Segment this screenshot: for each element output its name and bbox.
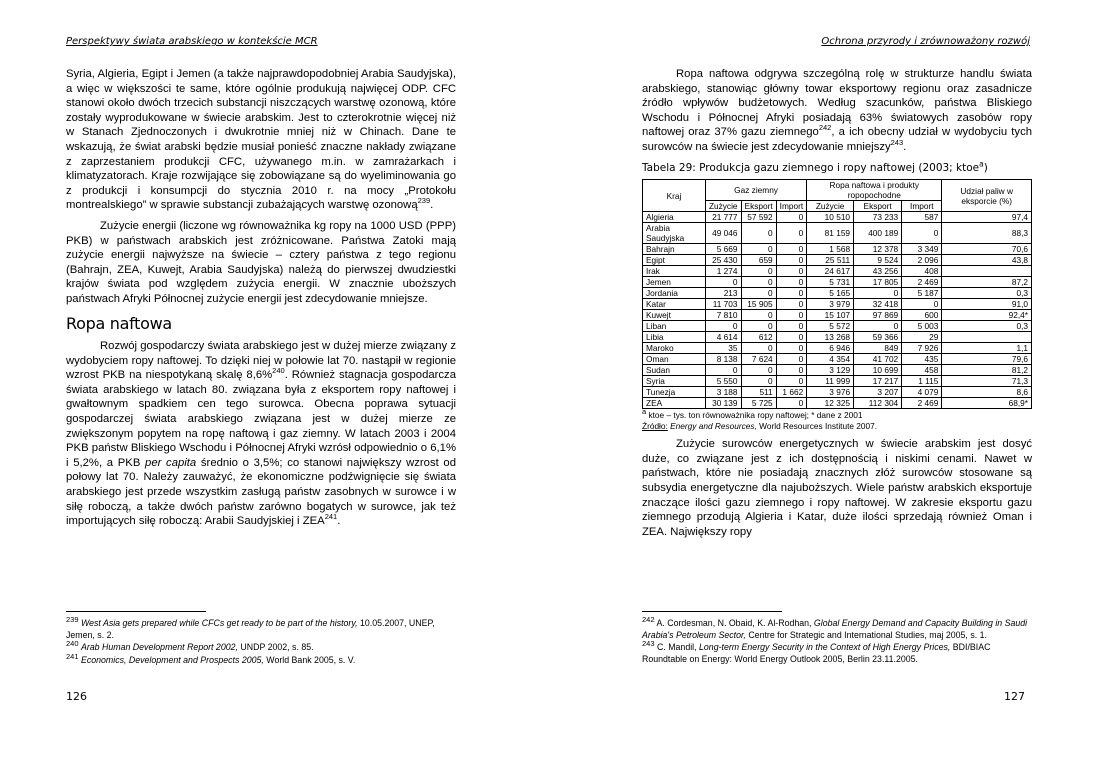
- paragraph: Zużycie energii (liczone wg równoważnika kg ropy na 1000 USD (PPP) PKB) w państwach arabskich jest zróżnicowane. Państwa Zatoki mają zużycie energii najwyższe na świecie – cztery państwa z tego regionu (Bahrajn, ZEA, Kuwejt, Arabia Saudyjska) należą do pierwszej dwudziestki krajów świata pod względem zużycia energii. W znacznie uboższych państwach Afryki Północnej zużycie energii jest zdecydowanie mniejsze.: [66, 219, 456, 305]
- country-cell: Katar: [643, 299, 706, 310]
- value-cell: 612: [741, 332, 776, 343]
- footnote-text: BDI/BIAC Roundtable on Energy: World Energy Outlook 2005, Berlin 23.11.2005.: [642, 642, 991, 664]
- value-cell: 112 304: [854, 398, 902, 409]
- value-cell: 0: [776, 299, 807, 310]
- value-cell: 30 139: [705, 398, 741, 409]
- footnote-number: 241: [66, 651, 79, 661]
- value-cell: 1,1: [942, 343, 1032, 354]
- value-cell: 0: [776, 212, 807, 223]
- country-cell: Egipt: [643, 255, 706, 266]
- paragraph-text: Ropa naftowa odgrywa szczególną rolę w strukturze handlu świata arabskiego, stanowiąc główny towar eksportowy regionu oraz zasadnicze źródło wpływów budżetowych. Według szacunków, państwa Bliskiego Wschodu i Północnej Afryki posiadają 63% światowych zasobów ropy naftowej oraz 37% gazu ziemnego: [642, 68, 1032, 139]
- value-cell: 0: [776, 376, 807, 387]
- footnote-title: West Asia gets prepared while CFCs get ready to be part of the history,: [80, 618, 358, 628]
- country-cell: Bahrajn: [643, 244, 706, 255]
- value-cell: 5 165: [807, 288, 854, 299]
- value-cell: 0: [776, 343, 807, 354]
- value-cell: 0: [776, 288, 807, 299]
- value-cell: 0: [776, 277, 807, 288]
- value-cell: 0: [741, 288, 776, 299]
- value-cell: 213: [705, 288, 741, 299]
- footnote-number: 243: [642, 639, 655, 649]
- source-label: Źródło:: [642, 420, 668, 431]
- table-row: [643, 398, 1032, 409]
- value-cell: 5 731: [807, 277, 854, 288]
- value-cell: 57 592: [741, 212, 776, 223]
- footnote-title: Economics, Development and Prospects 2005,: [80, 654, 264, 665]
- value-cell: 8,6: [942, 387, 1032, 398]
- table-row: [643, 223, 1032, 244]
- value-cell: 2 469: [902, 398, 942, 409]
- value-cell: 49 046: [705, 223, 741, 244]
- value-cell: 1 115: [902, 376, 942, 387]
- value-cell: 87,2: [942, 277, 1032, 288]
- value-cell: 0: [776, 223, 807, 244]
- table-row: [643, 266, 1032, 277]
- footnote-ref[interactable]: 241: [324, 512, 338, 522]
- paragraph: Rozwój gospodarczy świata arabskiego jest w dużej mierze związany z wydobyciem ropy naftowej. To dzięki niej w połowie lat 70. nastąpił w regionie wzrost PKB na niespotykaną skalę 8,6%$^{240}$. Również stagnacja gospodarcza świata arabskiego w latach 80. związana była z eksportem ropy naftowej i gwałtownym spadkiem cen tego surowca. Obecna poprawa sytuacji gospodarczej świata arabskiego związana jest w dużej mierze ze zwiększonym popytem na ropę naftową i gaz ziemny. W latach 2003 i 2004 PKB państw Bliskiego Wschodu i Północnej Afryki wzrósł odpowiednio o 6,1% i 5,2%, a PKB per capita średnio o 3,5%; co stanowi największy wzrost od połowy lat 70. Należy zauważyć, że ekonomiczne podźwignięcie się świata arabskiego jest przede wszystkim zasługą państw zasobnych w surowce i w siłę roboczą, a także dwóch państw zarówno bogatych w surowce, jak też importujących siłę roboczą: Arabii Saudyjskiej i ZEA$^{241}$.: [66, 340, 457, 528]
- value-cell: 0: [776, 255, 807, 266]
- left-body: [66, 67, 456, 535]
- value-cell: 0: [741, 277, 776, 288]
- country-cell: Algieria: [643, 212, 706, 223]
- value-cell: 0: [776, 332, 807, 343]
- table-row: [643, 244, 1032, 255]
- value-cell: 5 187: [902, 288, 942, 299]
- value-cell: 458: [902, 365, 942, 376]
- value-cell: 0: [705, 365, 741, 376]
- value-cell: 59 366: [854, 332, 902, 343]
- value-cell: [942, 332, 1032, 343]
- value-cell: 97,4: [942, 212, 1032, 223]
- value-cell: 3 976: [807, 387, 854, 398]
- value-cell: 92,4*: [942, 310, 1032, 321]
- footnote-ref[interactable]: 240: [272, 366, 285, 376]
- value-cell: 17 805: [854, 277, 902, 288]
- value-cell: 32 418: [854, 299, 902, 310]
- footnote-ref[interactable]: 242: [818, 123, 832, 133]
- value-cell: 0: [741, 310, 776, 321]
- gas-oil-table: [642, 179, 1032, 409]
- right-body: [642, 67, 1032, 545]
- value-cell: 10 699: [854, 365, 902, 376]
- value-cell: 79,6: [942, 354, 1032, 365]
- value-cell: 15 905: [741, 299, 776, 310]
- value-cell: 5 725: [741, 398, 776, 409]
- header-gas: Gaz ziemny: [705, 180, 806, 201]
- table-row: [643, 365, 1032, 376]
- value-cell: 15 107: [807, 310, 854, 321]
- footnote-ref[interactable]: 239: [417, 196, 431, 206]
- table-row: [643, 343, 1032, 354]
- caption-text: ): [983, 161, 988, 174]
- value-cell: 17 217: [854, 376, 902, 387]
- value-cell: 13 268: [807, 332, 854, 343]
- country-cell: Kuwejt: [643, 310, 706, 321]
- value-cell: 3 979: [807, 299, 854, 310]
- page-number-right: 127: [1004, 690, 1025, 703]
- value-cell: 0: [776, 310, 807, 321]
- note-text: ktoe – tys. ton równoważnika ropy naftowej; * dane z 2001: [646, 410, 863, 421]
- value-cell: 7 926: [902, 343, 942, 354]
- paragraph-text: . Również stagnacja gospodarcza świata arabskiego w latach 80. związana była z eksportem ropy naftowej i gwałtownym spadkiem cen tego surowca. Obecna poprawa sytuacji gospodarczej świata arabskiego związana jest w dużej mierze ze zwiększonym popytem na ropę naftową i gaz ziemny. W latach 2003 i 2004 PKB państw Bliskiego Wschodu i Północnej Afryki wzrósł odpowiednio o 6,1% i 5,2%, a PKB: [66, 369, 456, 469]
- value-cell: 0,3: [942, 321, 1032, 332]
- table-row: [643, 299, 1032, 310]
- value-cell: 0: [776, 266, 807, 277]
- paragraph: Syria, Algieria, Egipt i Jemen (a także najprawdopodobniej Arabia Saudyjska), a więc w większości te same, które ogólnie produkują najwięcej ODP. CFC stanowi około dwóch trzecich substancji niszczących warstwę ozonową, które zostały wyprodukowane w świecie arabskim. Jest to czterokrotnie więcej niż w Stanach Zjednoczonych i dwukrotnie mniej niż w Chinach. Dane te wskazują, że świat arabski będzie musiał ponieść znaczne nakłady związane z zaprzestaniem produkcji CFC, używanego m.in. w zamrażarkach i klimatyzatorach. Kraje rozwijające się zobowiązane są do wyeliminowania go z produkcji i konsumpcji do stycznia 2010 r. na mocy „Protokołu montrealskiego” w sprawie substancji zubażających warstwę ozonową$^{239}$.: [66, 68, 456, 212]
- value-cell: 587: [902, 212, 942, 223]
- value-cell: 0: [854, 321, 902, 332]
- footnote-text: World Bank 2005, s. V.: [263, 654, 356, 665]
- value-cell: 1 568: [807, 244, 854, 255]
- footnote-number: 242: [642, 615, 655, 625]
- value-cell: 0: [776, 354, 807, 365]
- value-cell: 25 511: [807, 255, 854, 266]
- value-cell: 25 430: [705, 255, 741, 266]
- value-cell: 0: [902, 223, 942, 244]
- paragraph: [642, 67, 1032, 155]
- table-note: [642, 407, 1032, 421]
- value-cell: 43 256: [854, 266, 902, 277]
- country-cell: Libia: [643, 332, 706, 343]
- page-number-left: 126: [66, 690, 87, 703]
- footnote: [642, 615, 1032, 641]
- section-heading: Ropa naftowa: [66, 313, 172, 333]
- value-cell: 408: [902, 266, 942, 277]
- value-cell: 41 702: [854, 354, 902, 365]
- value-cell: 0: [776, 365, 807, 376]
- footnote: [642, 639, 1032, 665]
- table-row: [643, 212, 1032, 223]
- table-row: [643, 310, 1032, 321]
- header-export: Eksport: [741, 201, 776, 212]
- value-cell: 3 349: [902, 244, 942, 255]
- header-export: Eksport: [854, 201, 902, 212]
- footnote: [66, 639, 456, 654]
- value-cell: 1 274: [705, 266, 741, 277]
- country-cell: Syria: [643, 376, 706, 387]
- table-caption: [642, 161, 1032, 176]
- value-cell: 68,9*: [942, 398, 1032, 409]
- value-cell: 88,3: [942, 223, 1032, 244]
- value-cell: 43,8: [942, 255, 1032, 266]
- caption-text: Tabela 29: Produkcja gazu ziemnego i ropy naftowej (2003; ktoe: [642, 161, 980, 174]
- table-row: [643, 387, 1032, 398]
- header-oil: Ropa naftowa i produkty ropopochodne: [807, 180, 942, 201]
- header-import: Import: [902, 201, 942, 212]
- footnote-author: A. Cordesman, N. Obaid, K. Al-Rodhan,: [654, 618, 814, 628]
- value-cell: 12 325: [807, 398, 854, 409]
- value-cell: 2 469: [902, 277, 942, 288]
- footnote-text: Centre for Strategic and International Studies, maj 2005, s. 1.: [745, 629, 987, 640]
- footnote-divider: [66, 611, 206, 612]
- value-cell: 11 999: [807, 376, 854, 387]
- value-cell: 24 617: [807, 266, 854, 277]
- footnote-divider: [642, 611, 782, 612]
- value-cell: 21 777: [705, 212, 741, 223]
- value-cell: 12 378: [854, 244, 902, 255]
- footnote-number: 240: [66, 639, 79, 649]
- country-cell: Jemen: [643, 277, 706, 288]
- value-cell: 3 207: [854, 387, 902, 398]
- country-cell: Maroko: [643, 343, 706, 354]
- value-cell: 81,2: [942, 365, 1032, 376]
- footnote-author: C. Mandil,: [654, 642, 700, 652]
- country-cell: Tunezja: [643, 387, 706, 398]
- value-cell: 5 669: [705, 244, 741, 255]
- country-cell: Jordania: [643, 288, 706, 299]
- value-cell: 71,3: [942, 376, 1032, 387]
- paragraph-text: średnio o 3,5%; co stanowi największy wzrost od połowy lat 70. Należy zauważyć, że ekonomiczne podźwignięcie się świata arabskiego jest przede wszystkim zasługą państw zasobnych w surowce i w siłę roboczą, a także dwóch państw zarówno bogatych w surowce, jak też importujących siłę roboczą: Arabii Saudyjskiej i ZEA: [66, 456, 457, 528]
- table-row: [643, 277, 1032, 288]
- country-cell: ZEA: [643, 398, 706, 409]
- running-header-right: Ochrona przyrody i zrównoważony rozwój: [821, 36, 1030, 47]
- value-cell: 0: [741, 321, 776, 332]
- value-cell: 7 624: [741, 354, 776, 365]
- value-cell: 6 946: [807, 343, 854, 354]
- table-row: [643, 255, 1032, 266]
- source-text: World Resources Institute 2007.: [756, 420, 878, 431]
- value-cell: 0: [741, 343, 776, 354]
- value-cell: 8 138: [705, 354, 741, 365]
- value-cell: 97 869: [854, 310, 902, 321]
- caption-sup: a: [979, 159, 984, 169]
- value-cell: 0: [902, 299, 942, 310]
- value-cell: 3 188: [705, 387, 741, 398]
- value-cell: 0: [705, 277, 741, 288]
- value-cell: 9 524: [854, 255, 902, 266]
- value-cell: 0: [776, 398, 807, 409]
- country-cell: Arabia Saudyjska: [643, 223, 706, 244]
- footnote-text: UNDP 2002, s. 85.: [237, 642, 314, 652]
- value-cell: 400 189: [854, 223, 902, 244]
- value-cell: 11 703: [705, 299, 741, 310]
- value-cell: 0: [705, 321, 741, 332]
- footnote-number: 239: [66, 615, 79, 625]
- footnotes-left: [66, 615, 456, 667]
- value-cell: 5 572: [807, 321, 854, 332]
- value-cell: 91,0: [942, 299, 1032, 310]
- value-cell: 73 233: [854, 212, 902, 223]
- value-cell: 7 810: [705, 310, 741, 321]
- value-cell: 0: [741, 223, 776, 244]
- value-cell: 2 096: [902, 255, 942, 266]
- value-cell: 0: [741, 266, 776, 277]
- paragraph-text: .: [903, 140, 907, 153]
- value-cell: 4 079: [902, 387, 942, 398]
- country-cell: Irak: [643, 266, 706, 277]
- table-row: [643, 354, 1032, 365]
- header-use: Zużycie: [807, 201, 854, 212]
- note-sup: a: [642, 407, 647, 417]
- value-cell: 659: [741, 255, 776, 266]
- footnote: [66, 651, 456, 667]
- paragraph-text: , a ich obecny udział w wydobyciu tych surowców na świecie jest zdecydowanie mniejszy: [642, 126, 1032, 153]
- table-row: [643, 376, 1032, 387]
- value-cell: 4 614: [705, 332, 741, 343]
- footnotes-right: [642, 615, 1032, 666]
- running-header-left: Perspektywy świata arabskiego w kontekście MCR: [66, 36, 318, 47]
- paragraph-text: Syria, Algieria, Egipt i Jemen (a także najprawdopodobniej Arabia Saudyjska), a więc w większości te same, które ogólnie produkują najwięcej ODP. CFC stanowi około dwóch trzecich substancji niszczących warstwę ozonową, które zostały wyprodukowane w świecie arabskim. Jest to czterokrotnie więcej niż w Stanach Zjednoczonych i dwukrotnie mniej niż w Chinach. Dane te wskazują, że świat arabski będzie musiał ponieść znaczne nakłady związane z zaprzestaniem produkcji CFC, używanego m.in. w zamrażarkach i klimatyzatorach. Kraje rozwijające się zobowiązane są do wyeliminowania go z produkcji i konsumpcji do stycznia 2010 r. na mocy „Protokołu montrealskiego” w sprawie substancji zubażających warstwę ozonową: [66, 68, 456, 212]
- value-cell: 435: [902, 354, 942, 365]
- value-cell: 70,6: [942, 244, 1032, 255]
- value-cell: 81 159: [807, 223, 854, 244]
- footnote-title: Global Energy Demand and Capacity Building in Saudi Arabia's Petroleum Sector,: [642, 618, 1028, 640]
- value-cell: 29: [902, 332, 942, 343]
- italic-term: per capita: [145, 456, 197, 469]
- footnote-ref[interactable]: 243: [890, 138, 904, 148]
- value-cell: 0: [741, 376, 776, 387]
- footnote-text: 10.05.2007, UNEP, Jemen, s. 2.: [66, 618, 435, 640]
- country-cell: Sudan: [643, 365, 706, 376]
- right-page: [550, 0, 1100, 777]
- value-cell: 3 129: [807, 365, 854, 376]
- value-cell: 600: [902, 310, 942, 321]
- country-cell: Oman: [643, 354, 706, 365]
- table-row: [643, 288, 1032, 299]
- header-share: Udział paliw w eksporcie (%): [942, 180, 1032, 212]
- value-cell: [942, 266, 1032, 277]
- header-use: Zużycie: [705, 201, 741, 212]
- value-cell: 0: [854, 288, 902, 299]
- paragraph: Zużycie surowców energetycznych w świecie arabskim jest dosyć duże, co związane jest z ich dostępnością i niskimi cenami. Nawet w państwach, które nie posiadają znacznych złóż surowców stosowane są subsydia energetyczne dla najuboższych. Wiele państw arabskich eksportuje znaczące ilości gazu ziemnego i ropy naftowej. W zakresie eksportu gazu ziemnego przodują Algieria i Katar, duże ilości sprzedają również Oman i ZEA. Największy ropy: [642, 438, 1032, 538]
- value-cell: 5 550: [705, 376, 741, 387]
- value-cell: 0: [741, 244, 776, 255]
- value-cell: 35: [705, 343, 741, 354]
- footnote: [66, 615, 456, 641]
- value-cell: 0: [776, 244, 807, 255]
- table-row: [643, 321, 1032, 332]
- value-cell: 0: [741, 365, 776, 376]
- table-row: [643, 332, 1032, 343]
- value-cell: 1 662: [776, 387, 807, 398]
- value-cell: 0,3: [942, 288, 1032, 299]
- value-cell: 10 510: [807, 212, 854, 223]
- footnote-title: Arab Human Development Report 2002,: [80, 642, 238, 652]
- value-cell: 511: [741, 387, 776, 398]
- source-title: Energy and Resources,: [670, 420, 757, 431]
- value-cell: 5 003: [902, 321, 942, 332]
- value-cell: 0: [776, 321, 807, 332]
- paragraph-text: Rozwój gospodarczy świata arabskiego jest w dużej mierze związany z wydobyciem ropy naftowej. To dzięki niej w połowie lat 70. nastąpił w regionie wzrost PKB na niespotykaną skalę 8,6%: [66, 340, 456, 382]
- table-source: [642, 421, 1032, 432]
- footnote-title: Long-term Energy Security in the Context of High Energy Prices,: [699, 642, 951, 652]
- country-cell: Liban: [643, 321, 706, 332]
- header-import: Import: [776, 201, 807, 212]
- header-country: Kraj: [643, 180, 706, 212]
- value-cell: 4 354: [807, 354, 854, 365]
- value-cell: 849: [854, 343, 902, 354]
- table-notes: [642, 407, 1032, 431]
